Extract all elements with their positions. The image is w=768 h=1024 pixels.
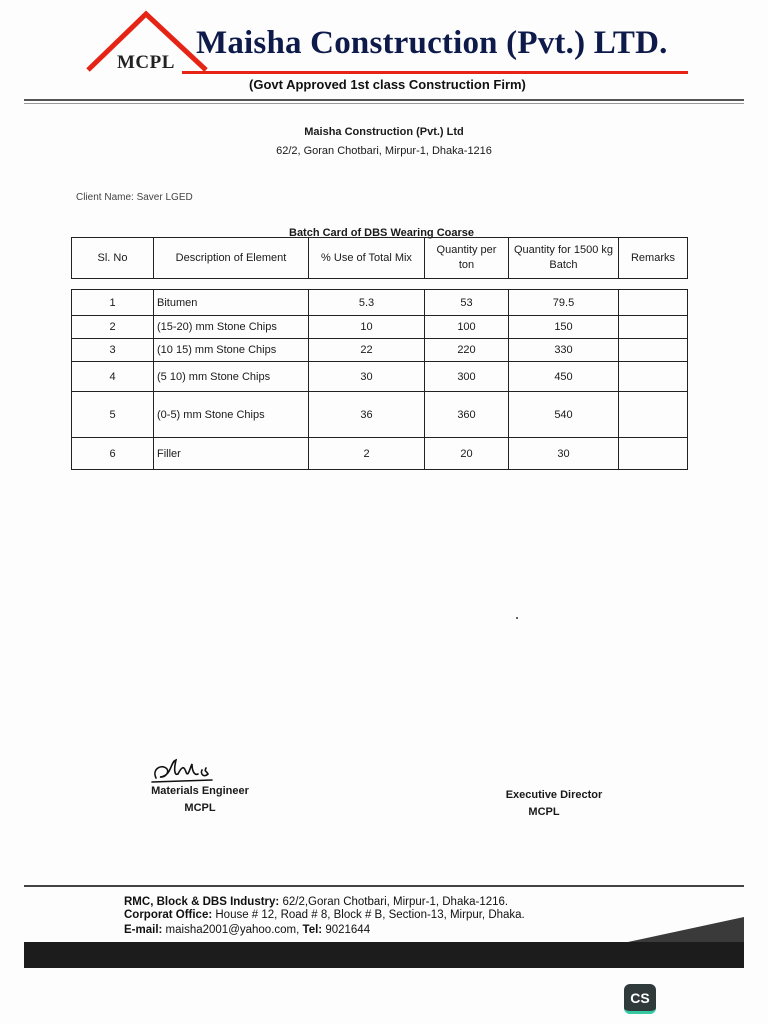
cell-description: (0-5) mm Stone Chips bbox=[154, 392, 309, 438]
cell-description: (10 15) mm Stone Chips bbox=[154, 339, 309, 362]
footer-tel-value: 9021644 bbox=[322, 924, 371, 936]
materials-engineer-title: Materials Engineer bbox=[151, 785, 249, 797]
cell-qty-batch: 330 bbox=[509, 339, 619, 362]
cell-sl: 1 bbox=[72, 290, 154, 316]
col-header-description: Description of Element bbox=[154, 238, 309, 279]
materials-engineer-org: MCPL bbox=[184, 802, 216, 814]
client-name: Client Name: Saver LGED bbox=[76, 192, 193, 203]
header-divider-thin bbox=[24, 103, 744, 104]
cell-percent: 36 bbox=[309, 392, 425, 438]
cell-qty-per-ton: 300 bbox=[425, 362, 509, 392]
footer-band bbox=[24, 942, 744, 968]
cell-qty-per-ton: 53 bbox=[425, 290, 509, 316]
header-accent-line bbox=[182, 71, 688, 74]
address-company: Maisha Construction (Pvt.) Ltd bbox=[304, 126, 464, 138]
cell-qty-per-ton: 100 bbox=[425, 316, 509, 339]
cell-qty-per-ton: 20 bbox=[425, 438, 509, 470]
company-logo bbox=[84, 8, 214, 80]
cell-remarks bbox=[619, 362, 688, 392]
cell-sl: 2 bbox=[72, 316, 154, 339]
cell-qty-batch: 30 bbox=[509, 438, 619, 470]
footer-office-value: House # 12, Road # 8, Block # B, Section-13, Mirpur, Dhaka. bbox=[212, 909, 525, 921]
cell-qty-batch: 79.5 bbox=[509, 290, 619, 316]
cell-remarks bbox=[619, 339, 688, 362]
footer-industry-address bbox=[124, 896, 508, 908]
col-header-percent: % Use of Total Mix bbox=[309, 238, 425, 279]
cell-percent: 5.3 bbox=[309, 290, 425, 316]
cell-qty-batch: 450 bbox=[509, 362, 619, 392]
col-header-remarks: Remarks bbox=[619, 238, 688, 279]
cell-remarks bbox=[619, 316, 688, 339]
scan-speck bbox=[516, 617, 518, 619]
col-header-qty-batch: Quantity for 1500 kg Batch bbox=[509, 238, 619, 279]
cell-sl: 4 bbox=[72, 362, 154, 392]
cell-description: (5 10) mm Stone Chips bbox=[154, 362, 309, 392]
cell-description: Bitumen bbox=[154, 290, 309, 316]
header-divider bbox=[24, 99, 744, 101]
cell-remarks bbox=[619, 438, 688, 470]
col-header-sl: Sl. No bbox=[72, 238, 154, 279]
cell-percent: 2 bbox=[309, 438, 425, 470]
table-row bbox=[72, 290, 688, 316]
company-name: Maisha Construction (Pvt.) LTD. bbox=[196, 25, 668, 61]
logo-text: MCPL bbox=[117, 52, 175, 73]
table-title: Batch Card of DBS Wearing Coarse bbox=[289, 227, 475, 239]
footer-wedge bbox=[24, 917, 744, 945]
table-header bbox=[71, 237, 688, 279]
table-row bbox=[72, 438, 688, 470]
table-row bbox=[72, 316, 688, 339]
cell-qty-per-ton: 360 bbox=[425, 392, 509, 438]
footer-email-value: maisha2001@yahoo.com, bbox=[162, 924, 300, 936]
executive-director-title: Executive Director bbox=[505, 789, 603, 801]
cell-percent: 10 bbox=[309, 316, 425, 339]
col-header-qty-per-ton: Quantity per ton bbox=[425, 238, 509, 279]
cell-qty-per-ton: 220 bbox=[425, 339, 509, 362]
cell-description: (15-20) mm Stone Chips bbox=[154, 316, 309, 339]
table-row bbox=[72, 392, 688, 438]
cell-qty-batch: 540 bbox=[509, 392, 619, 438]
cell-sl: 6 bbox=[72, 438, 154, 470]
cell-sl: 3 bbox=[72, 339, 154, 362]
cell-remarks bbox=[619, 392, 688, 438]
address-line: 62/2, Goran Chotbari, Mirpur-1, Dhaka-1216 bbox=[276, 145, 492, 157]
cell-sl: 5 bbox=[72, 392, 154, 438]
executive-director-org: MCPL bbox=[528, 806, 560, 818]
table-row bbox=[72, 362, 688, 392]
footer-office-label: Corporat Office: bbox=[124, 909, 213, 921]
batch-table bbox=[71, 289, 688, 470]
company-tagline: (Govt Approved 1st class Construction Firm) bbox=[249, 77, 526, 92]
cell-percent: 30 bbox=[309, 362, 425, 392]
footer-email-label: E-mail: bbox=[124, 924, 163, 936]
footer-industry-value: 62/2,Goran Chotbari, Mirpur-1, Dhaka-1216. bbox=[279, 896, 509, 908]
table-row bbox=[72, 339, 688, 362]
cell-qty-batch: 150 bbox=[509, 316, 619, 339]
cell-percent: 22 bbox=[309, 339, 425, 362]
footer-industry-label: RMC, Block & DBS Industry: bbox=[124, 896, 280, 908]
footer-tel-label: Tel: bbox=[299, 924, 323, 936]
camscanner-badge-icon: CS bbox=[624, 984, 656, 1014]
footer-divider bbox=[24, 885, 744, 887]
handwritten-signature bbox=[150, 756, 220, 788]
cell-description: Filler bbox=[154, 438, 309, 470]
cell-remarks bbox=[619, 290, 688, 316]
